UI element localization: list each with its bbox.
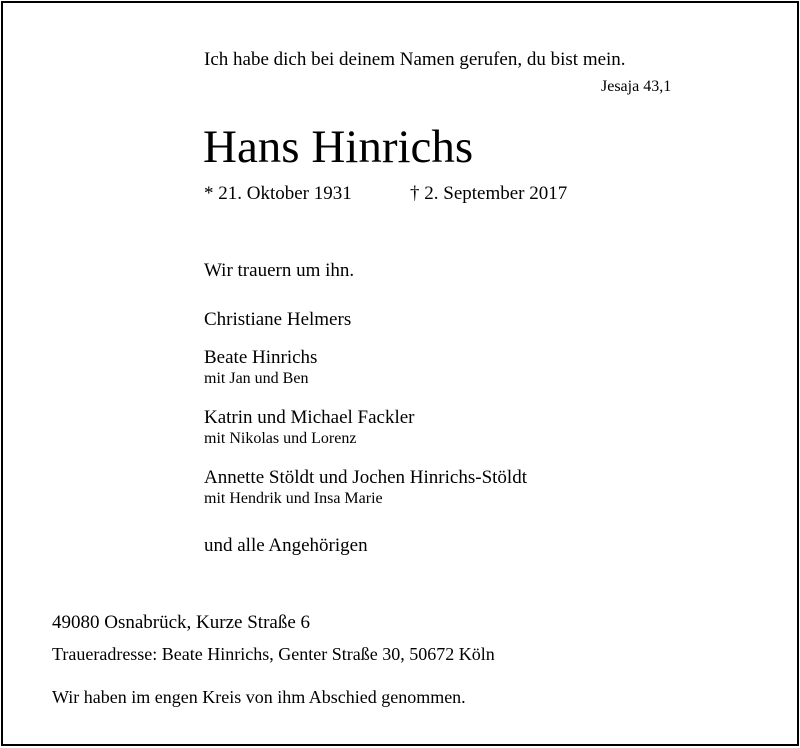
family-member-children: mit Nikolas und Lorenz bbox=[204, 430, 357, 447]
mourning-line: Wir trauern um ihn. bbox=[204, 260, 355, 281]
family-entry bbox=[204, 347, 317, 388]
mourning-address: Traueradresse: Beate Hinrichs, Genter Straße 30, 50672 Köln bbox=[52, 644, 495, 664]
family-entry bbox=[204, 467, 527, 508]
family-entry bbox=[204, 407, 415, 448]
epigraph-reference: Jesaja 43,1 bbox=[601, 78, 672, 95]
home-address: 49080 Osnabrück, Kurze Straße 6 bbox=[52, 612, 311, 633]
family-member-name: Katrin und Michael Fackler bbox=[204, 407, 415, 428]
family-member-children: mit Hendrik und Insa Marie bbox=[204, 490, 383, 507]
farewell-note: Wir haben im engen Kreis von ihm Abschied genommen. bbox=[52, 687, 466, 707]
family-member-name: Christiane Helmers bbox=[204, 309, 352, 330]
family-member-name: Beate Hinrichs bbox=[204, 347, 318, 368]
birth-date: * 21. Oktober 1931 bbox=[204, 183, 352, 204]
family-entry bbox=[204, 309, 351, 331]
family-member-children: mit Jan und Ben bbox=[204, 370, 309, 387]
obituary-notice bbox=[1, 1, 799, 746]
family-member-name: Annette Stöldt und Jochen Hinrichs-Stöldt bbox=[204, 467, 527, 488]
death-date: † 2. September 2017 bbox=[410, 183, 568, 204]
deceased-name: Hans Hinrichs bbox=[203, 121, 474, 173]
epigraph-quote: Ich habe dich bei deinem Namen gerufen, du bist mein. bbox=[204, 49, 626, 70]
closing-relatives: und alle Angehörigen bbox=[204, 535, 368, 556]
